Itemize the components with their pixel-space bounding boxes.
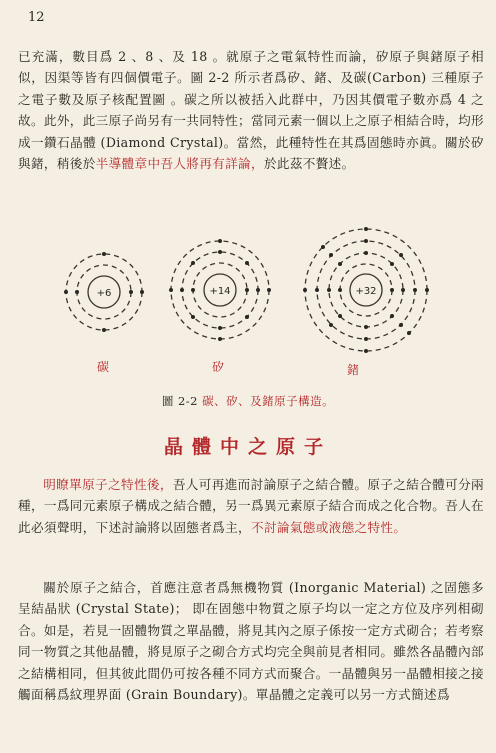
silicon-nucleus-label: +14 <box>209 286 231 297</box>
figure-caption-prefix: 圖 2-2 <box>161 394 199 408</box>
paragraph-1 <box>18 46 484 174</box>
paragraph-1-tail: 於此茲不贅述。 <box>263 156 355 172</box>
page-number: 12 <box>28 10 45 25</box>
paragraph-2 <box>18 474 484 538</box>
figure-caption-text: 碳、矽、及鍺原子構造。 <box>202 394 335 408</box>
carbon-label: 碳 <box>97 360 110 374</box>
paragraph-2-red-head: 明瞭單原子之特性後， <box>43 477 173 492</box>
atom-diagram <box>0 220 496 400</box>
figure-caption <box>0 393 496 409</box>
paragraph-3: 關於原子之結合，首應注意者爲無機物質 (Inorganic Material) 之固態多呈結晶狀 (Crystal State)； 即在固態中物質之原子均以一定之方位及序列相砌合。如是，若見一固體物質之單晶體，將見其內之原子係按一定方式砌合；若考察同一物質之其他晶體，將見原子之砌合方式均完全與前見者相同。雖然各晶體內部之結構相同，但其彼此間仍可按各種不同方式而聚合。一晶體與另一晶體相接之接觸面稱爲紋理界面 (Grain Boundary)。單晶體之定義可以另一方式簡述爲 <box>18 580 484 703</box>
atom-figure <box>0 220 496 420</box>
germanium-label: 鍺 <box>347 363 360 377</box>
paragraph-2-text: 吾人可再進而討論原子之結合體。原子之結合體可分兩種，一爲同元素原子構成之結合體，另一爲異元素原子結合而成之化合物。吾人在此必須聲明，下述討論將以固態者爲主， <box>18 477 484 535</box>
paragraph-2-red-tail: 不討論氣態或液態之特性。 <box>251 519 407 535</box>
silicon-label: 矽 <box>212 360 225 374</box>
paragraph-1-red-tail: 半導體章中吾人將再有詳論， <box>95 156 264 172</box>
germanium-nucleus-label: +32 <box>355 286 377 297</box>
paragraph-1-text: 已充滿，數目爲 2 、8 、及 18 。就原子之電氣特性而論，矽原子與鍺原子相似，因渠等皆有四個價電子。圖 2-2 所示者爲矽、鍺、及碳(Carbon) 三種原子之電子數及原子核配置圖 。碳之所以被括入此群中，乃因其價電子數亦爲 4 之故。此外，此三原子尚另有一共同特性；當同元素一個以上之原子相結合時，均形成一鑽石晶體 (Diamond Crystal)。當然，此種特性在其爲固態時亦眞。關於矽與鍺，稍後於 <box>18 49 484 172</box>
section-title: 晶體中之原子 <box>163 436 332 458</box>
carbon-nucleus-label: +6 <box>96 288 112 299</box>
